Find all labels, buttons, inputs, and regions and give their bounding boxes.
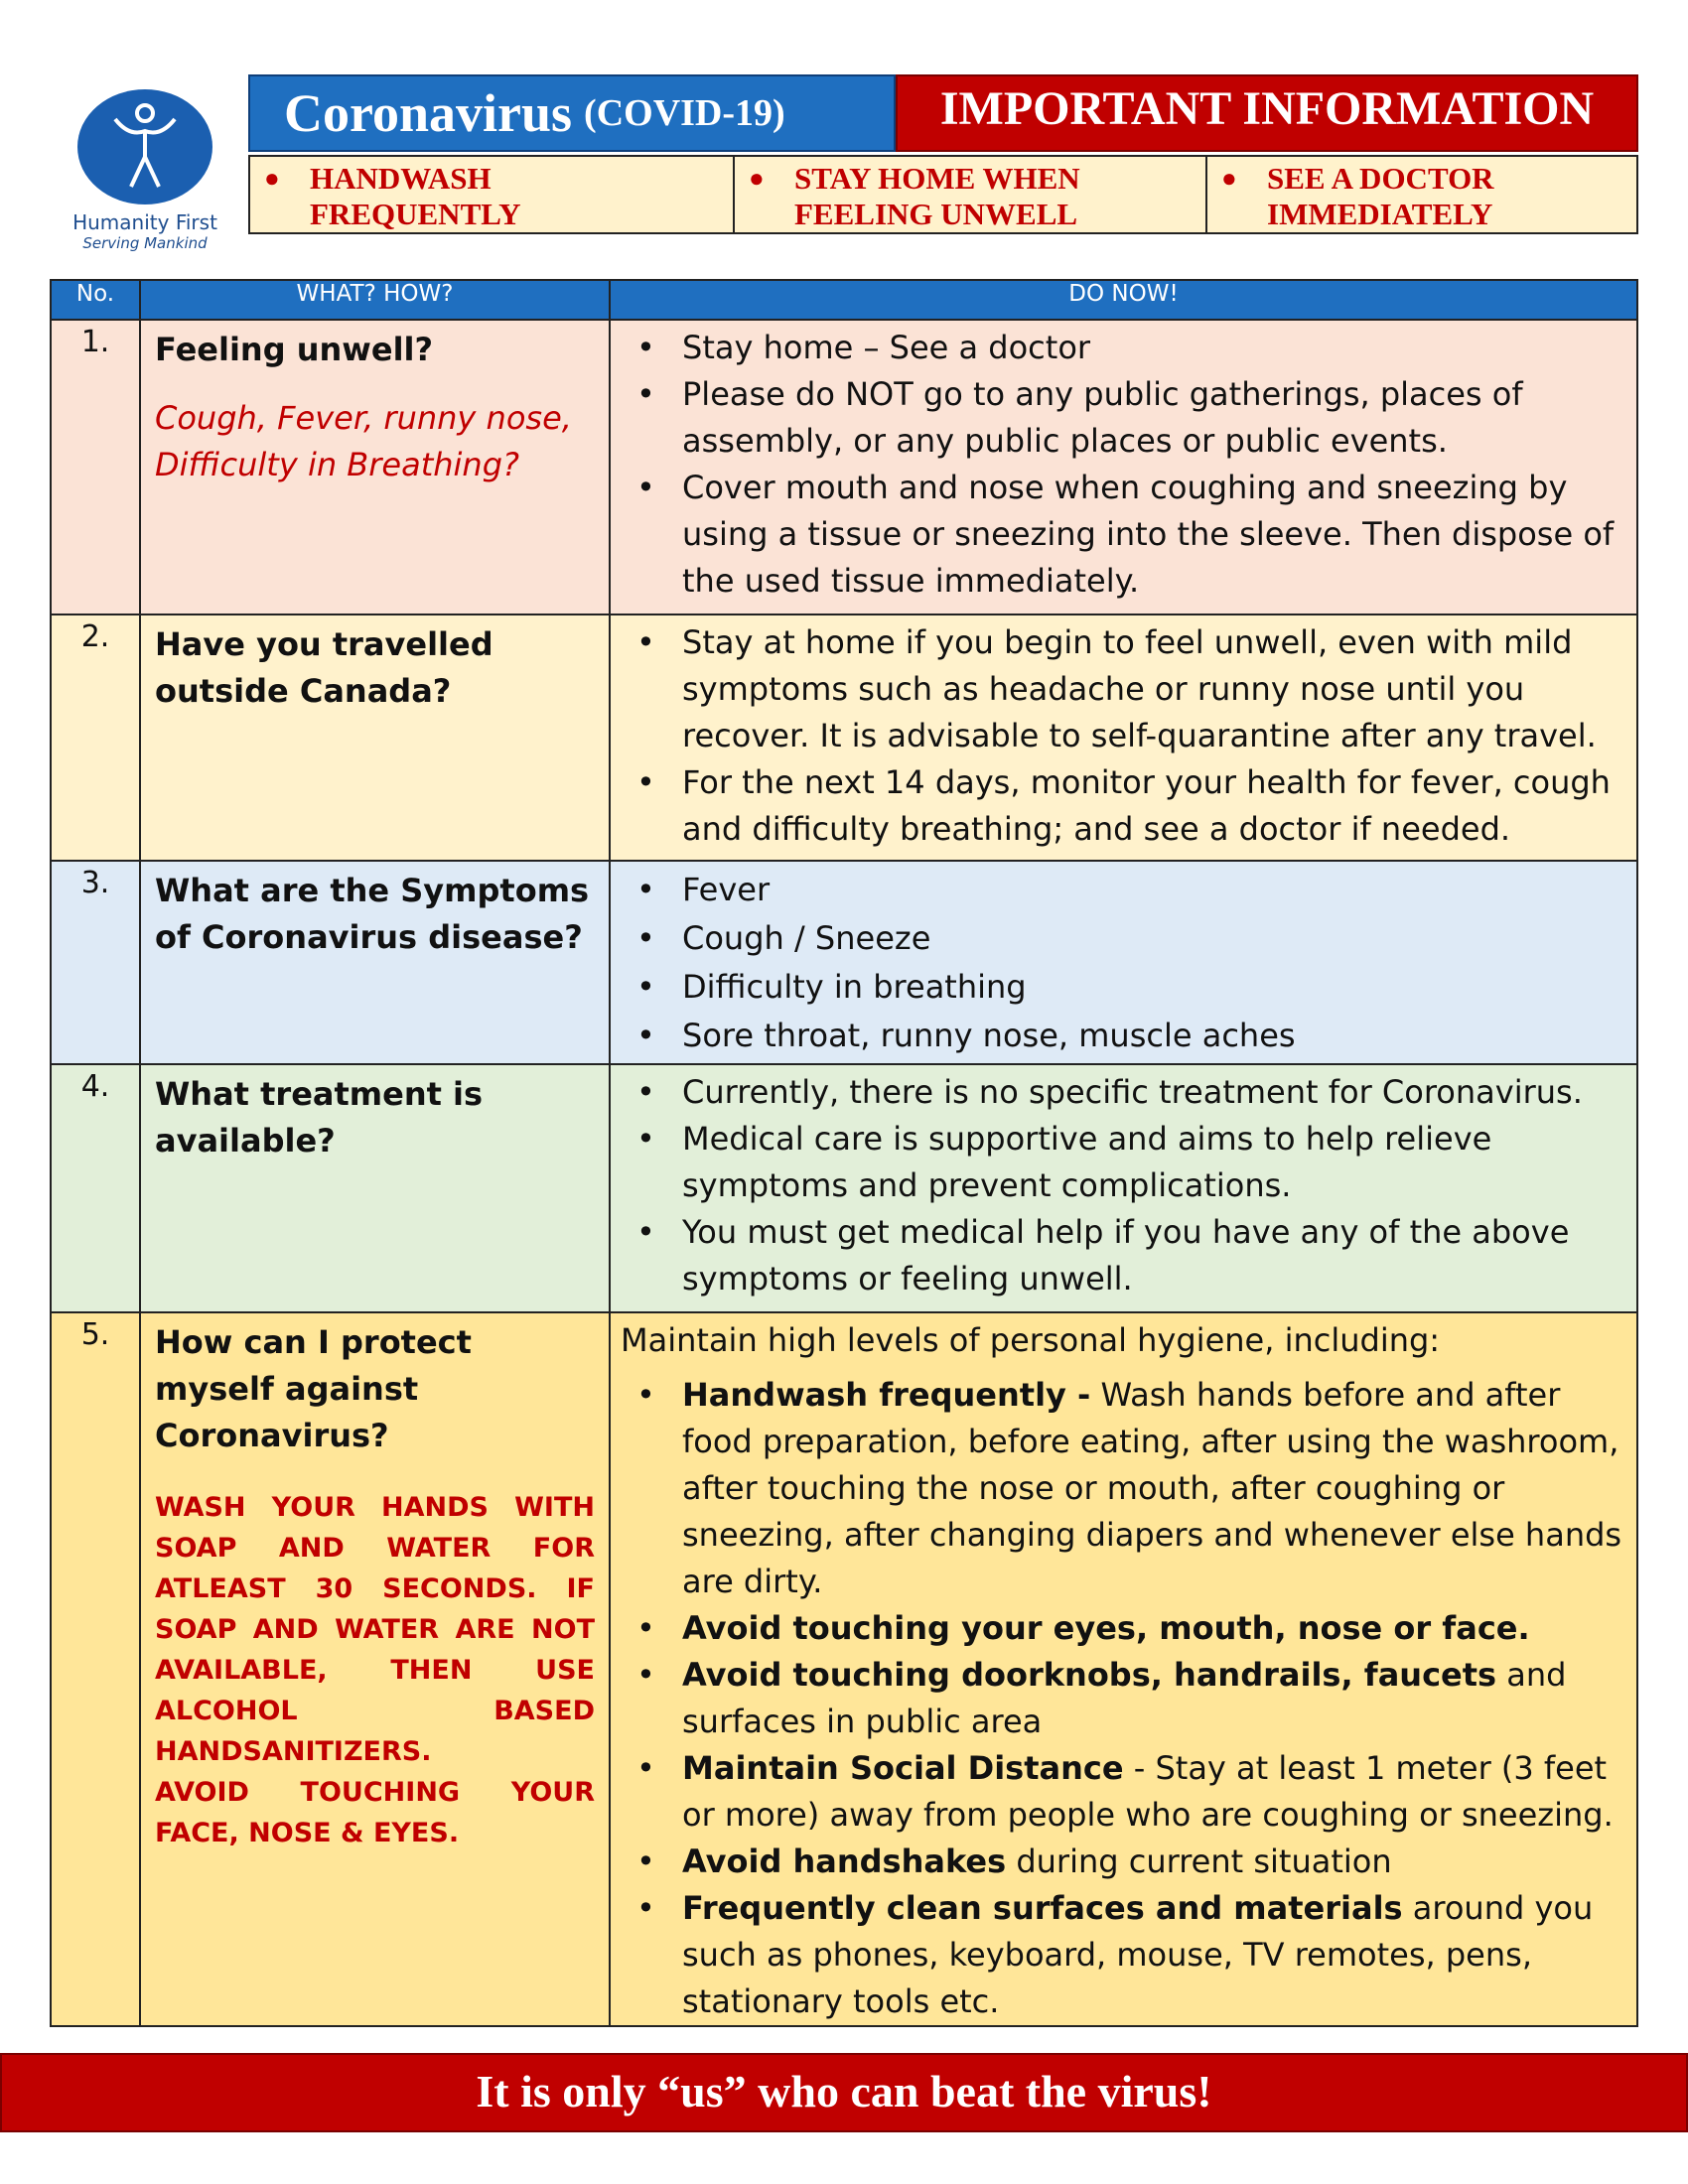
list-item: • Fever [621,866,1626,914]
list-item: • You must get medical help if you have any of the above symptoms or feeling unwell. [621,1209,1626,1302]
list-item: • Sore throat, runny nose, muscle aches [621,1012,1626,1060]
list-item [621,1745,1626,1839]
table-row [51,320,1637,614]
row-number: 4. [51,1064,140,1312]
logo-name: Humanity First [72,210,217,234]
table-row [51,614,1637,861]
logo-tagline: Serving Mankind [82,234,208,252]
key-tips [248,155,1638,234]
item-bold: Avoid handshakes [682,1843,1007,1880]
person-icon [77,89,212,205]
row-number: 2. [51,614,140,861]
row-number: 5. [51,1312,140,2026]
item-rest: - Stay at least 1 meter (3 feet or more) away from people who are coughing or sneezing. [682,1749,1614,1834]
tip-line: HANDWASH [310,161,492,196]
info-table [50,279,1638,2027]
row-question [140,320,610,614]
list-item [621,1885,1626,2025]
table-header-row [51,280,1637,320]
tip-line: SEE A DOCTOR [1267,161,1494,196]
symptom-subtext: Cough, Fever, runny nose, Difficulty in Breathing? [155,399,572,483]
list-item: • Stay at home if you begin to feel unwell, even with mild symptoms such as headache or runny nose until you recover. It is advisable to self-quarantine after any travel. [621,619,1626,759]
row-actions [610,1064,1637,1312]
row-question [140,1312,610,2026]
list-item: • Stay home – See a doctor [621,325,1626,371]
list-item: • Currently, there is no specific treatment for Coronavirus. [621,1069,1626,1116]
item-rest: around you such as phones, keyboard, mouse, TV remotes, pens, stationary tools etc. [682,1889,1594,2020]
page-title [248,74,896,152]
tip-stay-home [735,157,1207,232]
footer-banner: It is only “us” who can beat the virus! [0,2053,1688,2132]
table-row [51,1312,1637,2026]
list-item: • Medical care is supportive and aims to help relieve symptoms and prevent complications. [621,1116,1626,1209]
row-actions [610,614,1637,861]
row-question [140,1064,610,1312]
bullet-icon: ● [1221,164,1237,193]
item-bold: Frequently clean surfaces and materials [682,1889,1403,1927]
list-item [621,1839,1626,1885]
list-item: • Difficulty in breathing [621,963,1626,1012]
list-item: • Cough / Sneeze [621,914,1626,963]
item-rest: Wash hands before and after food preparation, before eating, after using the washroom, after touching the nose or mouth, after coughing or sneezing, after changing diapers and whenever else hands are dirty. [682,1376,1622,1600]
row-number: 1. [51,320,140,614]
list-item [621,1652,1626,1745]
handwash-warning [155,1487,595,1853]
warning-text-2: AVOID TOUCHING YOUR FACE, NOSE & EYES. [155,1777,595,1848]
header-do-now: DO NOW! [610,280,1637,320]
table-row [51,861,1637,1064]
important-banner: IMPORTANT INFORMATION [896,74,1638,152]
question-text: Have you travelled outside Canada? [155,625,493,710]
title-main: Coronavirus [284,83,573,143]
row-actions [610,861,1637,1064]
humanity-first-logo [56,89,234,252]
bullet-icon: ● [749,164,765,193]
warning-text: WASH YOUR HANDS WITH SOAP AND WATER FOR ATLEAST 30 SECONDS. IF SOAP AND WATER ARE NOT AVAILABLE, THEN USE ALCOHOL BASED HANDSANITIZERS. [155,1492,595,1767]
header-no: No. [51,280,140,320]
item-bold: Avoid touching doorknobs, handrails, faucets [682,1656,1497,1694]
header-what-how: WHAT? HOW? [140,280,610,320]
tip-handwash [250,157,735,232]
row-number: 3. [51,861,140,1064]
question-text: How can I protect myself against Coronavirus? [155,1323,472,1454]
tip-line: STAY HOME WHEN [794,161,1080,196]
question-text: What treatment is available? [155,1075,484,1160]
item-bold: Maintain Social Distance [682,1749,1124,1787]
list-item: • Please do NOT go to any public gatherings, places of assembly, or any public places or public events. [621,371,1626,465]
list-item [621,1372,1626,1605]
question-text: What are the Symptoms of Coronavirus disease? [155,872,590,956]
tip-line: FEELING UNWELL [794,197,1078,231]
item-bold: Avoid touching your eyes, mouth, nose or face. [682,1609,1530,1647]
tip-line: FREQUENTLY [310,197,521,231]
item-bold: Handwash frequently - [682,1376,1091,1414]
row-actions [610,320,1637,614]
row-question [140,614,610,861]
list-item [621,1605,1626,1652]
row-question [140,861,610,1064]
hygiene-intro: Maintain high levels of personal hygiene, including: [621,1321,1441,1359]
table-row [51,1064,1637,1312]
item-rest: during current situation [1006,1843,1392,1880]
list-item: • For the next 14 days, monitor your health for fever, cough and difficulty breathing; and see a doctor if needed. [621,759,1626,853]
title-paren: (COVID-19) [584,92,785,134]
tip-see-doctor [1207,157,1636,232]
tip-line: IMMEDIATELY [1267,197,1493,231]
list-item: • Cover mouth and nose when coughing and sneezing by using a tissue or sneezing into the sleeve. Then dispose of the used tissue immediately. [621,465,1626,605]
question-text: Feeling unwell? [155,331,434,368]
row-actions [610,1312,1637,2026]
bullet-icon: ● [264,164,280,193]
item-rest: and surfaces in public area [682,1656,1567,1740]
